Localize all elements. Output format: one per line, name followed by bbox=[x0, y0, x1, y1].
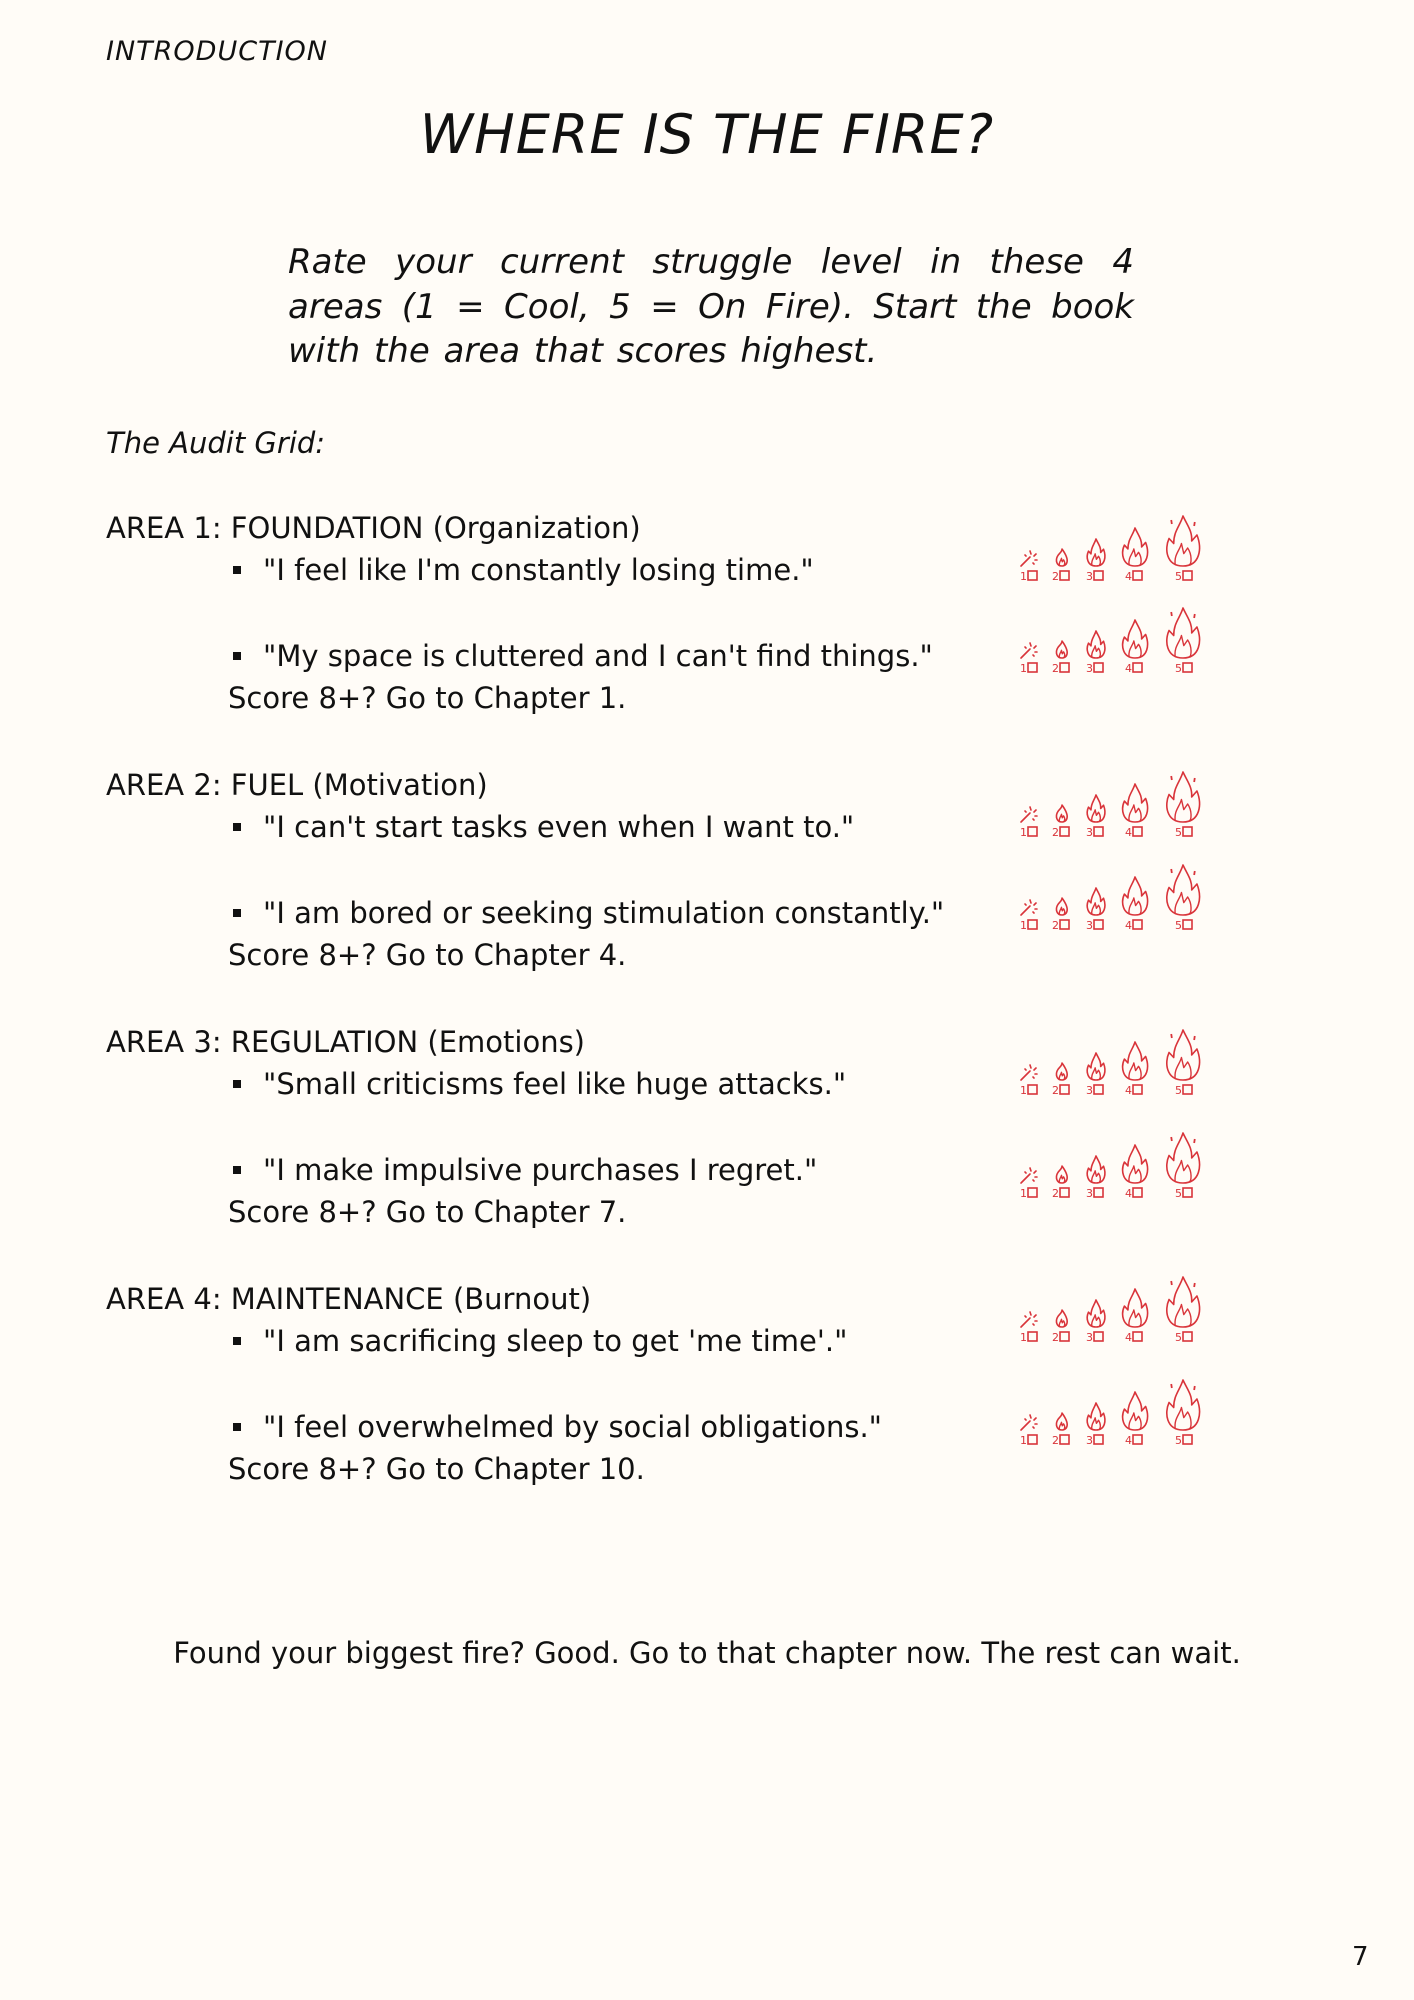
rating-option-1[interactable] bbox=[1020, 1187, 1037, 1200]
rating-option-1[interactable] bbox=[1020, 1434, 1037, 1447]
checkbox[interactable] bbox=[1183, 1435, 1192, 1444]
blaze-icon bbox=[1167, 1133, 1200, 1183]
page-number: 7 bbox=[1352, 1942, 1369, 1972]
svg-text:1: 1 bbox=[1020, 662, 1027, 675]
rating-option-4[interactable] bbox=[1125, 570, 1142, 583]
intro-paragraph: Rate your current struggle level in these 4 areas (1 = Cool, 5 = On Fire). Start the book with the area that scores highest. bbox=[288, 242, 1134, 371]
large-flame-icon bbox=[1123, 1145, 1148, 1183]
sparkler-icon bbox=[1021, 643, 1037, 658]
rating-option-5[interactable] bbox=[1175, 662, 1192, 675]
small-flame-icon bbox=[1056, 898, 1067, 915]
large-flame-icon bbox=[1123, 1289, 1148, 1327]
flame-icon bbox=[1087, 631, 1105, 658]
svg-text:2: 2 bbox=[1052, 1331, 1059, 1344]
rating-option-2[interactable] bbox=[1052, 662, 1069, 675]
area-heading: AREA 1: FOUNDATION (Organization) bbox=[106, 511, 641, 545]
flame-icon bbox=[1087, 539, 1105, 566]
checkbox[interactable] bbox=[1028, 663, 1037, 672]
svg-text:5: 5 bbox=[1175, 1084, 1182, 1097]
blaze-icon bbox=[1167, 608, 1200, 658]
rating-option-2[interactable] bbox=[1052, 1187, 1069, 1200]
small-flame-icon bbox=[1056, 1063, 1067, 1080]
checkbox[interactable] bbox=[1028, 827, 1037, 836]
rating-option-5[interactable] bbox=[1175, 1434, 1192, 1447]
rating-option-3[interactable] bbox=[1086, 1084, 1103, 1097]
svg-text:5: 5 bbox=[1175, 919, 1182, 932]
svg-text:5: 5 bbox=[1175, 662, 1182, 675]
rating-option-3[interactable] bbox=[1086, 1331, 1103, 1344]
rating-option-1[interactable] bbox=[1020, 1331, 1037, 1344]
bullet-square-icon bbox=[233, 823, 241, 831]
blaze-icon bbox=[1167, 516, 1200, 566]
statement-item: "I feel like I'm constantly losing time." bbox=[233, 553, 814, 587]
blaze-icon bbox=[1167, 1380, 1200, 1430]
blaze-icon bbox=[1167, 865, 1200, 915]
bullet-square-icon bbox=[233, 1080, 241, 1088]
svg-text:5: 5 bbox=[1175, 1434, 1182, 1447]
sparkler-icon bbox=[1021, 807, 1037, 822]
checkbox[interactable] bbox=[1094, 1332, 1103, 1341]
rating-option-4[interactable] bbox=[1125, 1187, 1142, 1200]
flame-icon bbox=[1087, 888, 1105, 915]
large-flame-icon bbox=[1123, 877, 1148, 915]
rating-option-3[interactable] bbox=[1086, 826, 1103, 839]
statement-item: "I am bored or seeking stimulation constantly." bbox=[233, 896, 944, 930]
checkbox[interactable] bbox=[1028, 1188, 1037, 1197]
bullet-square-icon bbox=[233, 1337, 241, 1345]
large-flame-icon bbox=[1123, 1042, 1148, 1080]
rating-scale[interactable] bbox=[1018, 1131, 1208, 1200]
small-flame-icon bbox=[1056, 641, 1067, 658]
svg-text:4: 4 bbox=[1125, 1187, 1132, 1200]
bullet-square-icon bbox=[233, 1423, 241, 1431]
checkbox[interactable] bbox=[1094, 920, 1103, 929]
svg-text:3: 3 bbox=[1086, 1187, 1093, 1200]
rating-option-5[interactable] bbox=[1175, 1084, 1192, 1097]
svg-text:1: 1 bbox=[1020, 1187, 1027, 1200]
bullet-square-icon bbox=[233, 652, 241, 660]
statement-item: "I make impulsive purchases I regret." bbox=[233, 1153, 817, 1187]
checkbox[interactable] bbox=[1060, 663, 1069, 672]
rating-scale[interactable] bbox=[1018, 606, 1208, 675]
flame-icon bbox=[1087, 1156, 1105, 1183]
rating-option-5[interactable] bbox=[1175, 1187, 1192, 1200]
checkbox[interactable] bbox=[1094, 827, 1103, 836]
rating-scale[interactable] bbox=[1018, 514, 1208, 583]
svg-text:1: 1 bbox=[1020, 919, 1027, 932]
blaze-icon bbox=[1167, 772, 1200, 822]
flame-icon bbox=[1087, 1403, 1105, 1430]
checkbox[interactable] bbox=[1060, 920, 1069, 929]
sparkler-icon bbox=[1021, 900, 1037, 915]
svg-text:1: 1 bbox=[1020, 826, 1027, 839]
statement-item: "I can't start tasks even when I want to." bbox=[233, 810, 854, 844]
checkbox[interactable] bbox=[1133, 663, 1142, 672]
svg-text:2: 2 bbox=[1052, 919, 1059, 932]
sparkler-icon bbox=[1021, 551, 1037, 566]
rating-option-2[interactable] bbox=[1052, 1084, 1069, 1097]
svg-text:4: 4 bbox=[1125, 1084, 1132, 1097]
flame-icon bbox=[1087, 1300, 1105, 1327]
checkbox[interactable] bbox=[1060, 571, 1069, 580]
rating-option-3[interactable] bbox=[1086, 1434, 1103, 1447]
rating-option-1[interactable] bbox=[1020, 570, 1037, 583]
rating-option-2[interactable] bbox=[1052, 1331, 1069, 1344]
area-heading: AREA 2: FUEL (Motivation) bbox=[106, 768, 488, 802]
rating-scale[interactable] bbox=[1018, 1028, 1208, 1097]
rating-option-2[interactable] bbox=[1052, 570, 1069, 583]
checkbox[interactable] bbox=[1094, 1435, 1103, 1444]
checkbox[interactable] bbox=[1133, 1435, 1142, 1444]
checkbox[interactable] bbox=[1060, 1332, 1069, 1341]
rating-option-2[interactable] bbox=[1052, 1434, 1069, 1447]
rating-option-5[interactable] bbox=[1175, 919, 1192, 932]
score-note: Score 8+? Go to Chapter 7. bbox=[228, 1195, 627, 1229]
svg-text:1: 1 bbox=[1020, 570, 1027, 583]
section-label: INTRODUCTION bbox=[106, 36, 328, 67]
bullet-square-icon bbox=[233, 566, 241, 574]
svg-text:4: 4 bbox=[1125, 662, 1132, 675]
checkbox[interactable] bbox=[1028, 1085, 1037, 1094]
svg-text:5: 5 bbox=[1175, 826, 1182, 839]
large-flame-icon bbox=[1123, 528, 1148, 566]
svg-text:5: 5 bbox=[1175, 1331, 1182, 1344]
checkbox[interactable] bbox=[1028, 1332, 1037, 1341]
checkbox[interactable] bbox=[1133, 827, 1142, 836]
checkbox[interactable] bbox=[1133, 1332, 1142, 1341]
checkbox[interactable] bbox=[1060, 1188, 1069, 1197]
rating-option-4[interactable] bbox=[1125, 826, 1142, 839]
large-flame-icon bbox=[1123, 620, 1148, 658]
svg-text:2: 2 bbox=[1052, 1187, 1059, 1200]
checkbox[interactable] bbox=[1060, 827, 1069, 836]
svg-text:2: 2 bbox=[1052, 570, 1059, 583]
svg-text:4: 4 bbox=[1125, 919, 1132, 932]
small-flame-icon bbox=[1056, 549, 1067, 566]
rating-option-3[interactable] bbox=[1086, 1187, 1103, 1200]
statement-item: "I am sacrificing sleep to get 'me time'." bbox=[233, 1324, 847, 1358]
rating-scale[interactable] bbox=[1018, 863, 1208, 932]
footer-note: Found your biggest fire? Good. Go to that chapter now. The rest can wait. bbox=[173, 1636, 1241, 1670]
rating-scale[interactable] bbox=[1018, 1275, 1208, 1344]
svg-text:4: 4 bbox=[1125, 1434, 1132, 1447]
svg-text:1: 1 bbox=[1020, 1331, 1027, 1344]
statement-item: "My space is cluttered and I can't find things." bbox=[233, 639, 933, 673]
rating-option-5[interactable] bbox=[1175, 1331, 1192, 1344]
checkbox[interactable] bbox=[1183, 571, 1192, 580]
rating-option-5[interactable] bbox=[1175, 826, 1192, 839]
svg-text:3: 3 bbox=[1086, 1331, 1093, 1344]
statement-item: "I feel overwhelmed by social obligations." bbox=[233, 1410, 882, 1444]
rating-option-3[interactable] bbox=[1086, 570, 1103, 583]
rating-option-1[interactable] bbox=[1020, 919, 1037, 932]
area-heading: AREA 3: REGULATION (Emotions) bbox=[106, 1025, 585, 1059]
sparkler-icon bbox=[1021, 1312, 1037, 1327]
checkbox[interactable] bbox=[1183, 1332, 1192, 1341]
blaze-icon bbox=[1167, 1030, 1200, 1080]
rating-option-4[interactable] bbox=[1125, 919, 1142, 932]
small-flame-icon bbox=[1056, 805, 1067, 822]
svg-text:2: 2 bbox=[1052, 1084, 1059, 1097]
score-note: Score 8+? Go to Chapter 4. bbox=[228, 938, 627, 972]
score-note: Score 8+? Go to Chapter 10. bbox=[228, 1452, 645, 1486]
svg-text:2: 2 bbox=[1052, 1434, 1059, 1447]
rating-option-3[interactable] bbox=[1086, 919, 1103, 932]
svg-text:3: 3 bbox=[1086, 826, 1093, 839]
small-flame-icon bbox=[1056, 1413, 1067, 1430]
checkbox[interactable] bbox=[1133, 920, 1142, 929]
rating-option-4[interactable] bbox=[1125, 1331, 1142, 1344]
svg-text:1: 1 bbox=[1020, 1434, 1027, 1447]
rating-option-1[interactable] bbox=[1020, 1084, 1037, 1097]
svg-text:5: 5 bbox=[1175, 570, 1182, 583]
statement-item: "Small criticisms feel like huge attacks." bbox=[233, 1067, 846, 1101]
checkbox[interactable] bbox=[1183, 827, 1192, 836]
rating-option-4[interactable] bbox=[1125, 1434, 1142, 1447]
svg-text:2: 2 bbox=[1052, 826, 1059, 839]
checkbox[interactable] bbox=[1183, 663, 1192, 672]
small-flame-icon bbox=[1056, 1310, 1067, 1327]
checkbox[interactable] bbox=[1133, 1085, 1142, 1094]
rating-option-4[interactable] bbox=[1125, 1084, 1142, 1097]
svg-text:4: 4 bbox=[1125, 570, 1132, 583]
svg-text:3: 3 bbox=[1086, 570, 1093, 583]
checkbox[interactable] bbox=[1094, 663, 1103, 672]
sparkler-icon bbox=[1021, 1415, 1037, 1430]
svg-text:4: 4 bbox=[1125, 1331, 1132, 1344]
large-flame-icon bbox=[1123, 784, 1148, 822]
rating-option-2[interactable] bbox=[1052, 826, 1069, 839]
checkbox[interactable] bbox=[1094, 571, 1103, 580]
checkbox[interactable] bbox=[1094, 1188, 1103, 1197]
rating-option-4[interactable] bbox=[1125, 662, 1142, 675]
checkbox[interactable] bbox=[1028, 571, 1037, 580]
svg-text:3: 3 bbox=[1086, 1434, 1093, 1447]
checkbox[interactable] bbox=[1133, 571, 1142, 580]
rating-scale[interactable] bbox=[1018, 1378, 1208, 1447]
small-flame-icon bbox=[1056, 1166, 1067, 1183]
score-note: Score 8+? Go to Chapter 1. bbox=[228, 681, 627, 715]
rating-scale[interactable] bbox=[1018, 770, 1208, 839]
checkbox[interactable] bbox=[1028, 920, 1037, 929]
checkbox[interactable] bbox=[1060, 1435, 1069, 1444]
sparkler-icon bbox=[1021, 1065, 1037, 1080]
svg-text:3: 3 bbox=[1086, 919, 1093, 932]
svg-text:4: 4 bbox=[1125, 826, 1132, 839]
checkbox[interactable] bbox=[1183, 1188, 1192, 1197]
svg-text:3: 3 bbox=[1086, 662, 1093, 675]
large-flame-icon bbox=[1123, 1392, 1148, 1430]
checkbox[interactable] bbox=[1060, 1085, 1069, 1094]
rating-option-3[interactable] bbox=[1086, 662, 1103, 675]
rating-option-1[interactable] bbox=[1020, 662, 1037, 675]
audit-grid-label: The Audit Grid: bbox=[106, 426, 326, 460]
rating-option-2[interactable] bbox=[1052, 919, 1069, 932]
svg-text:1: 1 bbox=[1020, 1084, 1027, 1097]
checkbox[interactable] bbox=[1133, 1188, 1142, 1197]
rating-option-1[interactable] bbox=[1020, 826, 1037, 839]
bullet-square-icon bbox=[233, 1166, 241, 1174]
checkbox[interactable] bbox=[1028, 1435, 1037, 1444]
sparkler-icon bbox=[1021, 1168, 1037, 1183]
svg-text:5: 5 bbox=[1175, 1187, 1182, 1200]
flame-icon bbox=[1087, 795, 1105, 822]
flame-icon bbox=[1087, 1053, 1105, 1080]
svg-text:3: 3 bbox=[1086, 1084, 1093, 1097]
page-title: WHERE IS THE FIRE? bbox=[419, 103, 995, 166]
checkbox[interactable] bbox=[1183, 1085, 1192, 1094]
svg-text:2: 2 bbox=[1052, 662, 1059, 675]
blaze-icon bbox=[1167, 1277, 1200, 1327]
checkbox[interactable] bbox=[1183, 920, 1192, 929]
checkbox[interactable] bbox=[1094, 1085, 1103, 1094]
area-heading: AREA 4: MAINTENANCE (Burnout) bbox=[106, 1282, 592, 1316]
rating-option-5[interactable] bbox=[1175, 570, 1192, 583]
bullet-square-icon bbox=[233, 909, 241, 917]
